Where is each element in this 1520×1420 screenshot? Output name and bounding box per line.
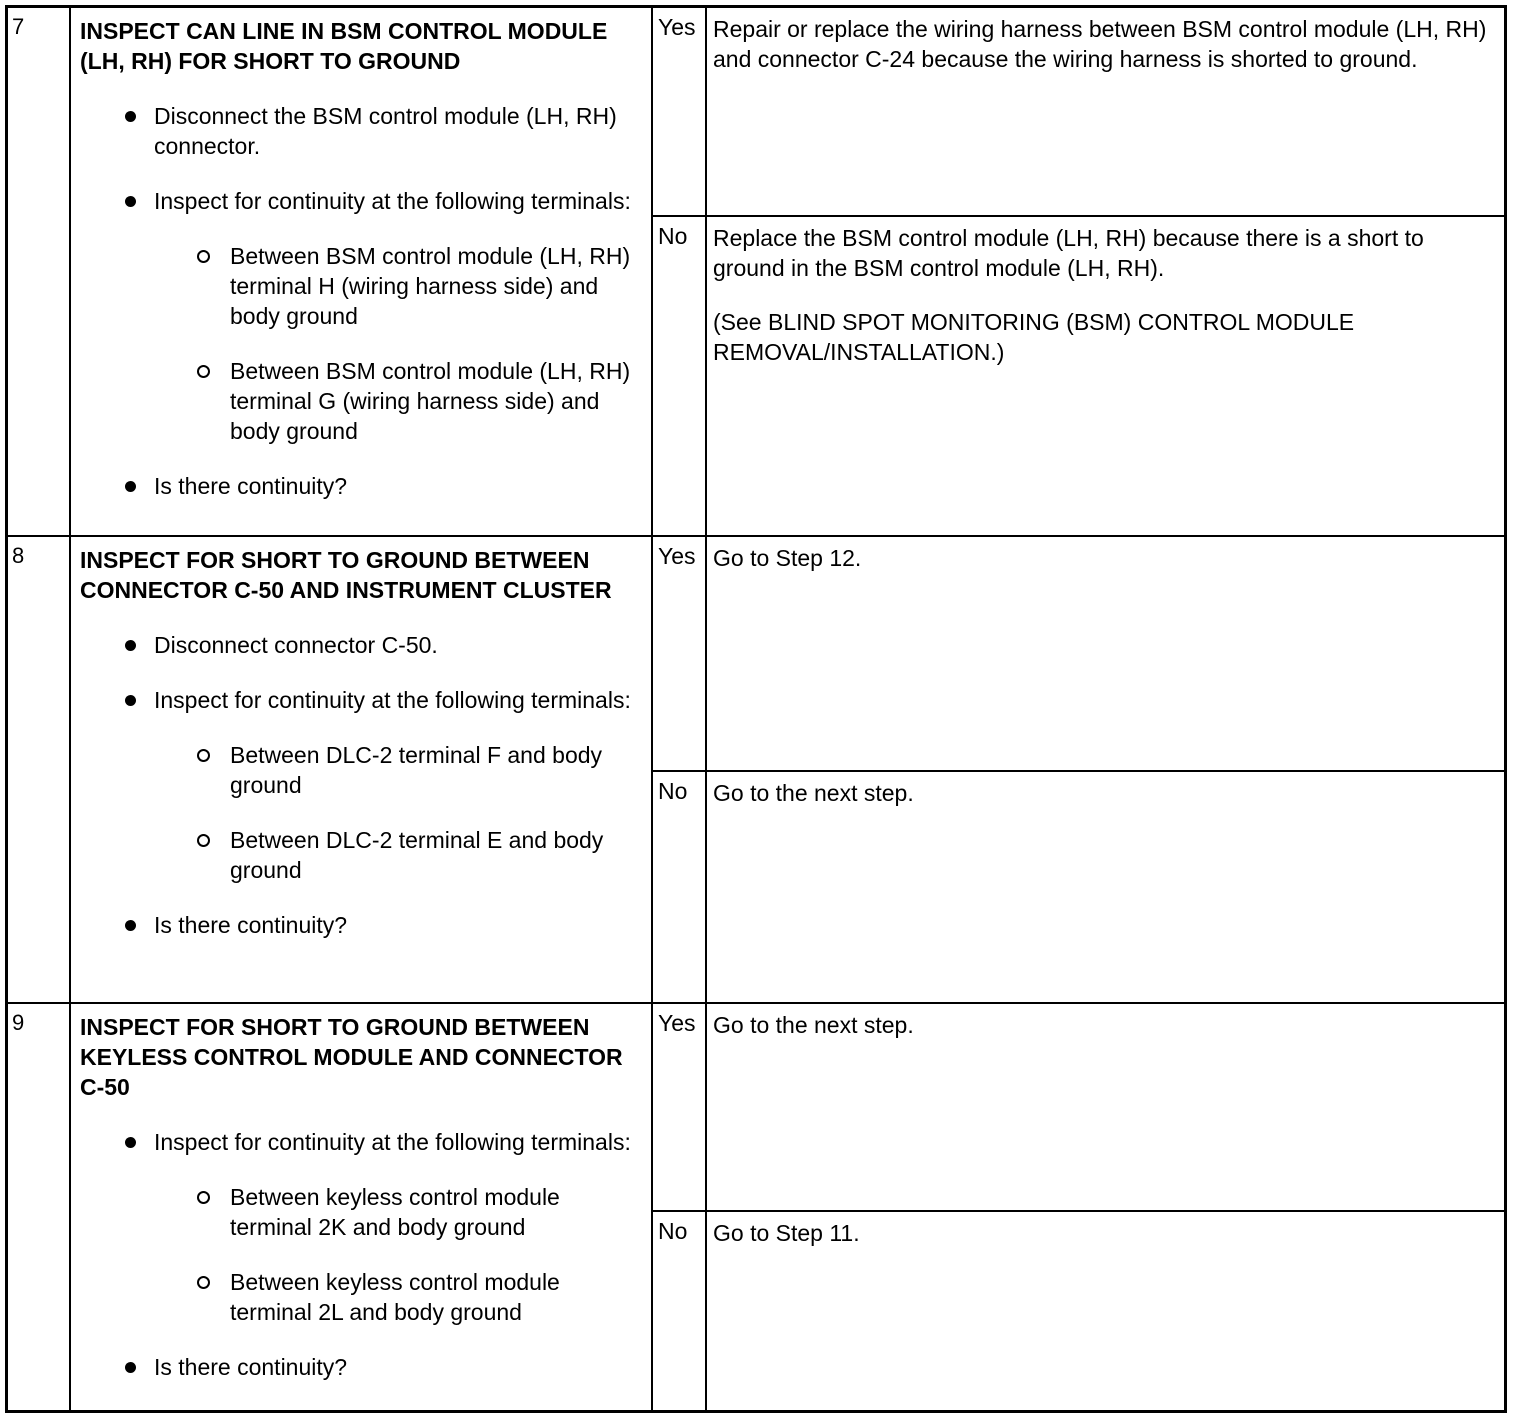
bullet-dot-icon [125, 1137, 136, 1148]
step-number: 7 [8, 8, 71, 535]
sub-bullet-item [80, 241, 641, 331]
step-row-7 [8, 8, 1504, 535]
yes-label: Yes [653, 1004, 707, 1210]
sub-bullet-item [80, 740, 641, 800]
yes-label: Yes [653, 8, 707, 215]
bullet-item [80, 685, 641, 715]
sub-bullet-text: Between keyless control module terminal 2K and body ground [230, 1184, 560, 1240]
no-label: No [653, 772, 707, 1002]
diagnostic-procedure-table [5, 5, 1507, 1413]
no-label: No [653, 217, 707, 535]
sub-bullet-item [80, 356, 641, 446]
bullet-dot-icon [125, 196, 136, 207]
question-item [80, 1352, 641, 1382]
bullet-circle-icon [197, 250, 210, 263]
no-action-text: Go to the next step. [713, 780, 914, 806]
no-action-text: Replace the BSM control module (LH, RH) because there is a short to ground in the BSM control module (LH, RH). [713, 225, 1424, 281]
step-title: INSPECT CAN LINE IN BSM CONTROL MODULE (LH, RH) FOR SHORT TO GROUND [80, 18, 608, 74]
sub-bullet-text: Between BSM control module (LH, RH) terminal G (wiring harness side) and body ground [230, 358, 631, 444]
sub-bullet-text: Between DLC-2 terminal F and body ground [230, 742, 603, 798]
answer-column [653, 8, 1504, 535]
step-body [71, 8, 653, 535]
step-row-8 [8, 535, 1504, 1002]
step-number: 8 [8, 537, 71, 1002]
bullet-text: Inspect for continuity at the following terminals: [154, 188, 631, 214]
sub-bullet-item [80, 825, 641, 885]
question-text: Is there continuity? [154, 1354, 348, 1380]
yes-answer [653, 8, 1504, 215]
bullet-circle-icon [197, 365, 210, 378]
yes-label: Yes [653, 537, 707, 770]
yes-answer [653, 537, 1504, 770]
yes-action [707, 1004, 1504, 1210]
bullet-dot-icon [125, 481, 136, 492]
yes-answer [653, 1004, 1504, 1210]
answer-column [653, 1004, 1504, 1410]
no-action-text: Go to Step 11. [713, 1220, 860, 1246]
no-action [707, 1212, 1504, 1412]
yes-action-text: Repair or replace the wiring harness between BSM control module (LH, RH) and connector C-24 because the wiring harness is shorted to ground. [713, 16, 1487, 72]
sub-bullet-item [80, 1267, 641, 1327]
bullet-dot-icon [125, 111, 136, 122]
question-item [80, 471, 641, 501]
bullet-circle-icon [197, 834, 210, 847]
question-text: Is there continuity? [154, 473, 348, 499]
no-label: No [653, 1212, 707, 1412]
bullet-circle-icon [197, 1276, 210, 1289]
answer-column [653, 537, 1504, 1002]
step-body [71, 537, 653, 1002]
sub-bullet-item [80, 1182, 641, 1242]
no-action-note: (See BLIND SPOT MONITORING (BSM) CONTROL MODULE REMOVAL/INSTALLATION.) [713, 309, 1355, 365]
step-title: INSPECT FOR SHORT TO GROUND BETWEEN CONNECTOR C-50 AND INSTRUMENT CLUSTER [80, 547, 612, 603]
bullet-circle-icon [197, 749, 210, 762]
step-title: INSPECT FOR SHORT TO GROUND BETWEEN KEYLESS CONTROL MODULE AND CONNECTOR C-50 [80, 1014, 623, 1100]
bullet-item [80, 186, 641, 216]
bullet-dot-icon [125, 695, 136, 706]
step-body [71, 1004, 653, 1410]
bullet-text: Disconnect connector C-50. [154, 632, 438, 658]
bullet-circle-icon [197, 1191, 210, 1204]
no-action [707, 217, 1504, 535]
bullet-dot-icon [125, 920, 136, 931]
bullet-text: Inspect for continuity at the following terminals: [154, 687, 631, 713]
bullet-text: Disconnect the BSM control module (LH, RH) connector. [154, 103, 617, 159]
no-answer [653, 770, 1504, 1002]
bullet-dot-icon [125, 1362, 136, 1373]
yes-action-text: Go to Step 12. [713, 545, 862, 571]
bullet-item [80, 101, 641, 161]
sub-bullet-text: Between BSM control module (LH, RH) terminal H (wiring harness side) and body ground [230, 243, 631, 329]
no-answer [653, 215, 1504, 535]
no-answer [653, 1210, 1504, 1412]
question-item [80, 910, 641, 940]
sub-bullet-text: Between DLC-2 terminal E and body ground [230, 827, 604, 883]
step-number: 9 [8, 1004, 71, 1410]
bullet-text: Inspect for continuity at the following terminals: [154, 1129, 631, 1155]
question-text: Is there continuity? [154, 912, 348, 938]
yes-action [707, 537, 1504, 770]
sub-bullet-text: Between keyless control module terminal 2L and body ground [230, 1269, 560, 1325]
bullet-item [80, 630, 641, 660]
bullet-item [80, 1127, 641, 1157]
bullet-dot-icon [125, 640, 136, 651]
yes-action [707, 8, 1504, 215]
yes-action-text: Go to the next step. [713, 1012, 914, 1038]
step-row-9 [8, 1002, 1504, 1410]
no-action [707, 772, 1504, 1002]
